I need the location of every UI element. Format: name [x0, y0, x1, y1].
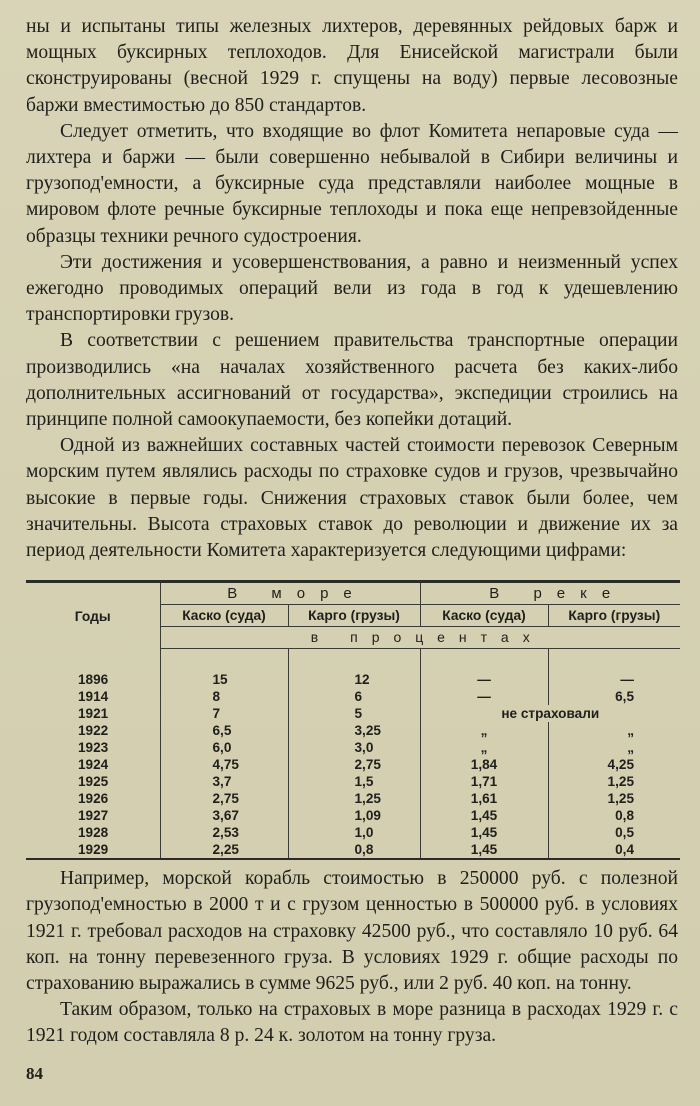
- sea-cargo-cell: 3,0: [288, 739, 420, 756]
- river-casco-cell: 1,45: [420, 841, 548, 859]
- year-cell: 1921: [78, 706, 109, 722]
- river-casco-cell: 1,45: [420, 824, 548, 841]
- table-row: [26, 688, 680, 705]
- page-number: 84: [26, 1064, 43, 1083]
- table-row: [26, 807, 680, 824]
- sea-header: В море: [160, 582, 420, 605]
- sea-cargo-cell: 1,09: [288, 807, 420, 824]
- river-casco-cell: 1,45: [420, 807, 548, 824]
- river-cargo-header: Карго (грузы): [548, 605, 680, 627]
- river-cargo-cell: 6,5: [548, 688, 680, 705]
- sea-casco-cell: 2,53: [160, 824, 288, 841]
- river-cargo-cell: 4,25: [548, 756, 680, 773]
- table-row: [26, 824, 680, 841]
- table-row: [26, 671, 680, 688]
- paragraph: В соответствии с решением правительства транспортные операции производились «на началах хозяйственного расчета без каких-либо дополнительных ассигнований от государства», экспедиции строились на принципе полной самоокупаемости, без копейки дотаций.: [26, 330, 678, 431]
- sea-cargo-cell: 1,0: [288, 824, 420, 841]
- table-row: [26, 705, 680, 722]
- table-row: [26, 773, 680, 790]
- year-cell: 1924: [78, 757, 109, 773]
- insurance-rates-table-wrapper: [26, 580, 678, 860]
- sea-casco-cell: 3,67: [160, 807, 288, 824]
- table-row: [26, 722, 680, 739]
- sea-cargo-cell: 3,25: [288, 722, 420, 739]
- table-row: [26, 790, 680, 807]
- river-merged-cell: не страховали: [420, 705, 680, 722]
- year-cell: 1928: [78, 825, 109, 841]
- sea-cargo-cell: 1,5: [288, 773, 420, 790]
- river-casco-header: Каско (суда): [420, 605, 548, 627]
- sea-casco-cell: 7: [160, 705, 288, 722]
- river-casco-cell: —: [420, 688, 548, 705]
- paragraph: ны и испытаны типы железных лихтеров, деревянных рейдовых барж и мощных буксирных теплоходов. Для Енисейской магистрали были сконструированы (весной 1929 г. спущены на воду) первые лесовозные баржи вместимостью до 850 стандартов.: [26, 16, 678, 116]
- sea-cargo-header: Карго (грузы): [288, 605, 420, 627]
- river-casco-cell: 1,71: [420, 773, 548, 790]
- year-cell: 1896: [78, 672, 109, 688]
- table-row: [26, 841, 680, 859]
- year-cell: 1925: [78, 774, 109, 790]
- sea-casco-cell: 2,75: [160, 790, 288, 807]
- sea-casco-cell: 2,25: [160, 841, 288, 859]
- paragraph: Одной из важнейших составных частей стоимости перевозок Северным морским путем являлись расходы по страховке судов и грузов, чрезвычайно высокие в первые годы. Снижения страховых ставок были более, чем значительны. Высота страховых ставок до революции и движение их за период деятельности Комитета характеризуется следующими цифрами:: [26, 435, 678, 562]
- sea-casco-cell: 3,7: [160, 773, 288, 790]
- river-cargo-cell: —: [548, 671, 680, 688]
- river-casco-cell: 1,61: [420, 790, 548, 807]
- sea-cargo-cell: 0,8: [288, 841, 420, 859]
- table-body: [26, 649, 680, 860]
- river-cargo-cell: 0,8: [548, 807, 680, 824]
- sea-casco-cell: 4,75: [160, 756, 288, 773]
- sea-casco-cell: 8: [160, 688, 288, 705]
- river-cargo-cell: „: [548, 722, 680, 739]
- table-row: [26, 739, 680, 756]
- year-cell: 1926: [78, 791, 109, 807]
- river-casco-cell: 1,84: [420, 756, 548, 773]
- sea-casco-cell: 6,5: [160, 722, 288, 739]
- river-casco-cell: „: [420, 722, 548, 739]
- sea-cargo-cell: 12: [288, 671, 420, 688]
- sea-cargo-cell: 2,75: [288, 756, 420, 773]
- river-casco-cell: —: [420, 671, 548, 688]
- paragraph: Таким образом, только на страховых в море разница в расходах 1929 г. с 1921 годом составляла 8 р. 24 к. золотом на тонну груза.: [26, 999, 678, 1047]
- river-cargo-cell: 0,5: [548, 824, 680, 841]
- year-cell: 1914: [78, 689, 109, 705]
- year-cell: 1929: [78, 842, 109, 858]
- year-cell: 1922: [78, 723, 109, 739]
- sea-cargo-cell: 5: [288, 705, 420, 722]
- river-cargo-cell: 1,25: [548, 773, 680, 790]
- unit-header: в процентах: [160, 627, 680, 649]
- sea-casco-header: Каско (суда): [160, 605, 288, 627]
- insurance-rates-table: [26, 580, 680, 860]
- river-cargo-cell: 1,25: [548, 790, 680, 807]
- paragraph: Следует отметить, что входящие во флот Комитета непаровые суда — лихтера и баржи — были совершенно небывалой в Сибири величины и грузопод'емности, а буксирные суда представляли наиболее мощные в мировом флоте речные буксирные теплоходы и пока еще непревзойденные образцы техники речного судостроения.: [26, 120, 678, 247]
- river-casco-cell: „: [420, 739, 548, 756]
- year-cell: 1923: [78, 740, 109, 756]
- river-header: В реке: [420, 582, 680, 605]
- sea-cargo-cell: 6: [288, 688, 420, 705]
- years-header: Годы: [26, 582, 160, 649]
- sea-casco-cell: 15: [160, 671, 288, 688]
- paragraph: Эти достижения и усовершенствования, а равно и неизменный успех ежегодно проводимых операций вели из года в год к удешевлению транспортировки грузов.: [26, 251, 678, 326]
- river-cargo-cell: 0,4: [548, 841, 680, 859]
- paragraph: Например, морской корабль стоимостью в 250000 руб. с полезной грузопод'емностью в 2000 т и с грузом ценностью в 500000 руб. в условиях 1921 г. требовал расходов на страховку 42500 руб., что составляло 10 руб. 64 коп. на тонну перевезенного груза. В условиях 1929 г. общие расходы по страхованию выражались в сумме 9625 руб., или 2 руб. 40 коп. на тонну.: [26, 868, 678, 995]
- year-cell: 1927: [78, 808, 109, 824]
- sea-cargo-cell: 1,25: [288, 790, 420, 807]
- river-cargo-cell: „: [548, 739, 680, 756]
- table-row: [26, 756, 680, 773]
- sea-casco-cell: 6,0: [160, 739, 288, 756]
